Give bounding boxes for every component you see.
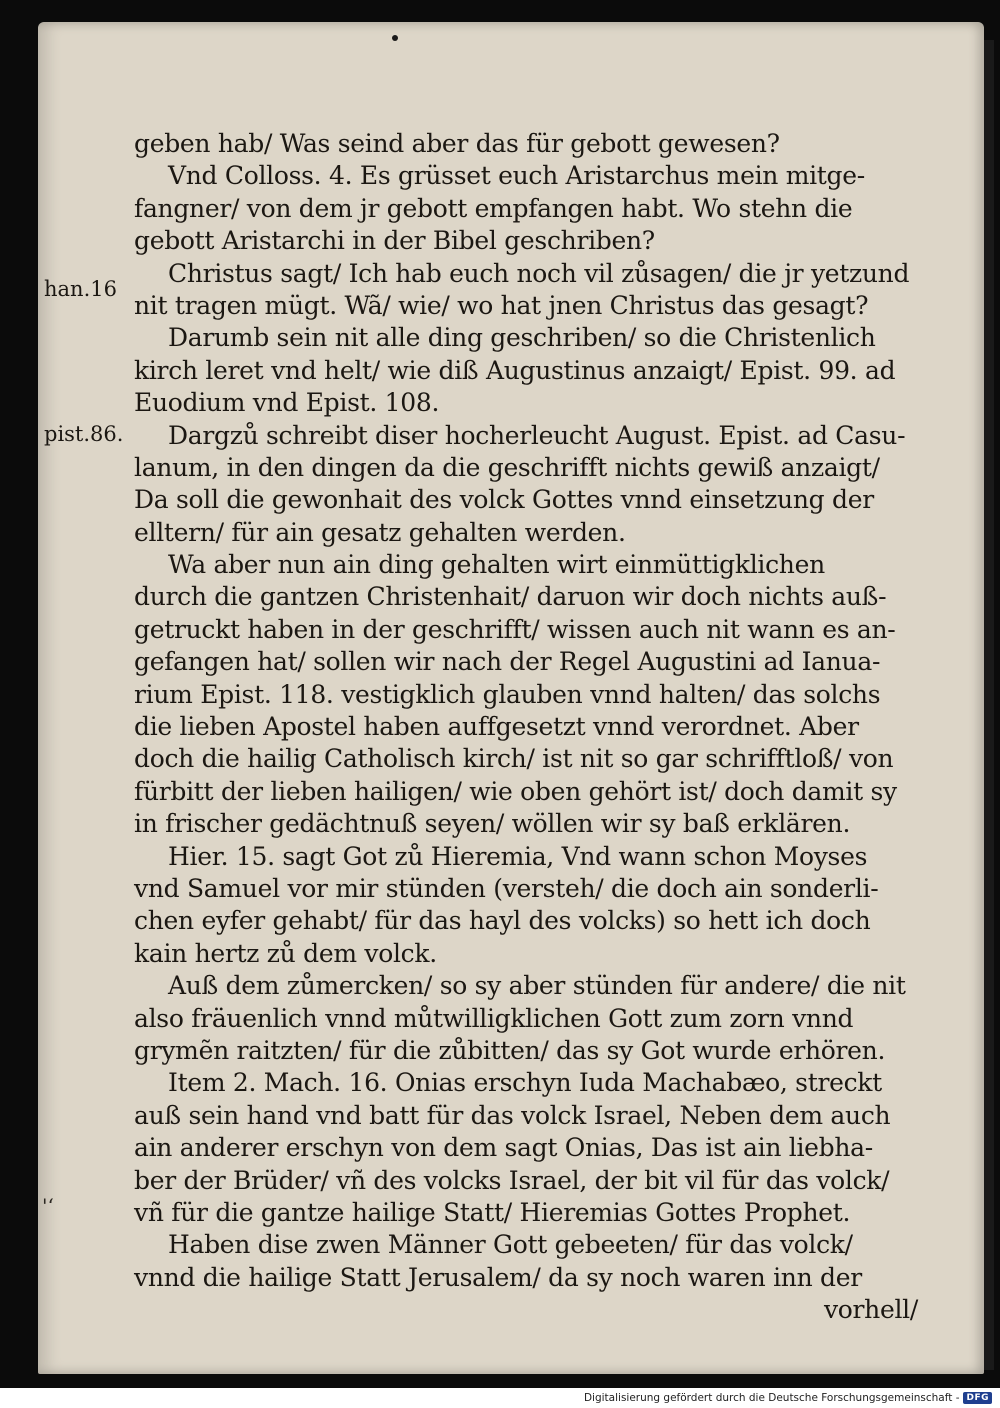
text-line: elltern/ für ain gesatz gehalten werden. <box>134 517 626 547</box>
credit-text: Digitalisierung gefördert durch die Deutsche Forschungsgemeinschaft - <box>583 1392 960 1404</box>
margin-note-1: han.16 <box>44 277 117 301</box>
text-line: die lieben Apostel haben auffgesetzt vnnd verordnet. Aber <box>134 712 859 742</box>
margin-stray-mark: '‘ <box>42 1194 54 1218</box>
page-body-text <box>134 128 934 1326</box>
dfg-logo[interactable]: DFG <box>963 1392 992 1404</box>
text-line: grymẽn raitzten/ für die zůbitten/ das sy Got wurde erhören. <box>134 1035 886 1065</box>
page-dot-mark <box>392 35 398 41</box>
text-line: doch die hailig Catholisch kirch/ ist nit so gar schrifftloß/ von <box>134 744 894 774</box>
text-line: Wa aber nun ain ding gehalten wirt einmüttigklichen <box>168 550 825 580</box>
text-line: Hier. 15. sagt Got zů Hieremia, Vnd wann schon Moyses <box>168 841 868 871</box>
text-line: vnnd die hailige Statt Jerusalem/ da sy noch waren inn der <box>134 1262 862 1292</box>
text-line: Dargzů schreibt diser hocherleucht August. Epist. ad Casu- <box>168 420 906 450</box>
text-line: kain hertz zů dem volck. <box>134 938 437 968</box>
digitization-credit <box>584 1389 992 1407</box>
text-line: fangner/ von dem jr gebott empfangen habt. Wo stehn die <box>134 193 853 223</box>
book-page <box>38 22 984 1374</box>
text-line: Darumb sein nit alle ding geschriben/ so die Christenlich <box>168 323 876 353</box>
text-line: kirch leret vnd helt/ wie diß Augustinus anzaigt/ Epist. 99. ad <box>134 355 896 385</box>
text-line: Haben dise zwen Männer Gott gebeeten/ für das volck/ <box>168 1230 853 1260</box>
text-line: geben hab/ Was seind aber das für gebott gewesen? <box>134 129 780 158</box>
text-line: auß sein hand vnd batt für das volck Israel, Neben dem auch <box>134 1100 891 1130</box>
text-line: chen eyfer gehabt/ für das hayl des volcks) so hett ich doch <box>134 906 871 936</box>
text-line: lanum, in den dingen da die geschrifft nichts gewiß anzaigt/ <box>134 452 880 482</box>
text-line: rium Epist. 118. vestigklich glauben vnnd halten/ das solchs <box>134 679 881 709</box>
text-line: Item 2. Mach. 16. Onias erschyn Iuda Machabæo, streckt <box>168 1068 882 1098</box>
text-line: gefangen hat/ sollen wir nach der Regel Augustini ad Ianua- <box>134 647 881 677</box>
margin-note-2: pist.86. <box>44 422 124 446</box>
text-line: vnd Samuel vor mir stünden (versteh/ die doch ain sonderli- <box>134 873 879 903</box>
text-line: gebott Aristarchi in der Bibel geschriben? <box>134 226 655 256</box>
text-line: nit tragen mügt. Wã/ wie/ wo hat jnen Christus das gesagt? <box>134 290 869 320</box>
text-line: Christus sagt/ Ich hab euch noch vil zůsagen/ die jr yetzund <box>168 258 910 288</box>
text-line: ain anderer erschyn von dem sagt Onias, Das ist ain liebha- <box>134 1133 873 1163</box>
text-line: Da soll die gewonhait des volck Gottes vnnd einsetzung der <box>134 485 874 515</box>
text-line: fürbitt der lieben hailigen/ wie oben gehört ist/ doch damit sy <box>134 776 897 806</box>
text-line: vñ für die gantze hailige Statt/ Hieremias Gottes Prophet. <box>134 1197 851 1227</box>
text-line: Auß dem zůmercken/ so sy aber stünden für andere/ die nit <box>168 971 906 1001</box>
text-line: durch die gantzen Christenhait/ daruon wir doch nichts auß- <box>134 582 887 612</box>
text-line: also fräuenlich vnnd můtwilligklichen Gott zum zorn vnnd <box>134 1003 854 1033</box>
text-line: Euodium vnd Epist. 108. <box>134 388 440 418</box>
text-line: in frischer gedächtnuß seyen/ wöllen wir sy baß erklären. <box>134 809 851 839</box>
text-line: ber der Brüder/ vñ des volcks Israel, der bit vil für das volck/ <box>134 1165 890 1195</box>
text-line: getruckt haben in der geschrifft/ wissen auch nit wann es an- <box>134 614 896 644</box>
catchword: vorhell/ <box>823 1295 918 1325</box>
text-line: Vnd Colloss. 4. Es grüsset euch Aristarchus mein mitge- <box>168 161 865 191</box>
